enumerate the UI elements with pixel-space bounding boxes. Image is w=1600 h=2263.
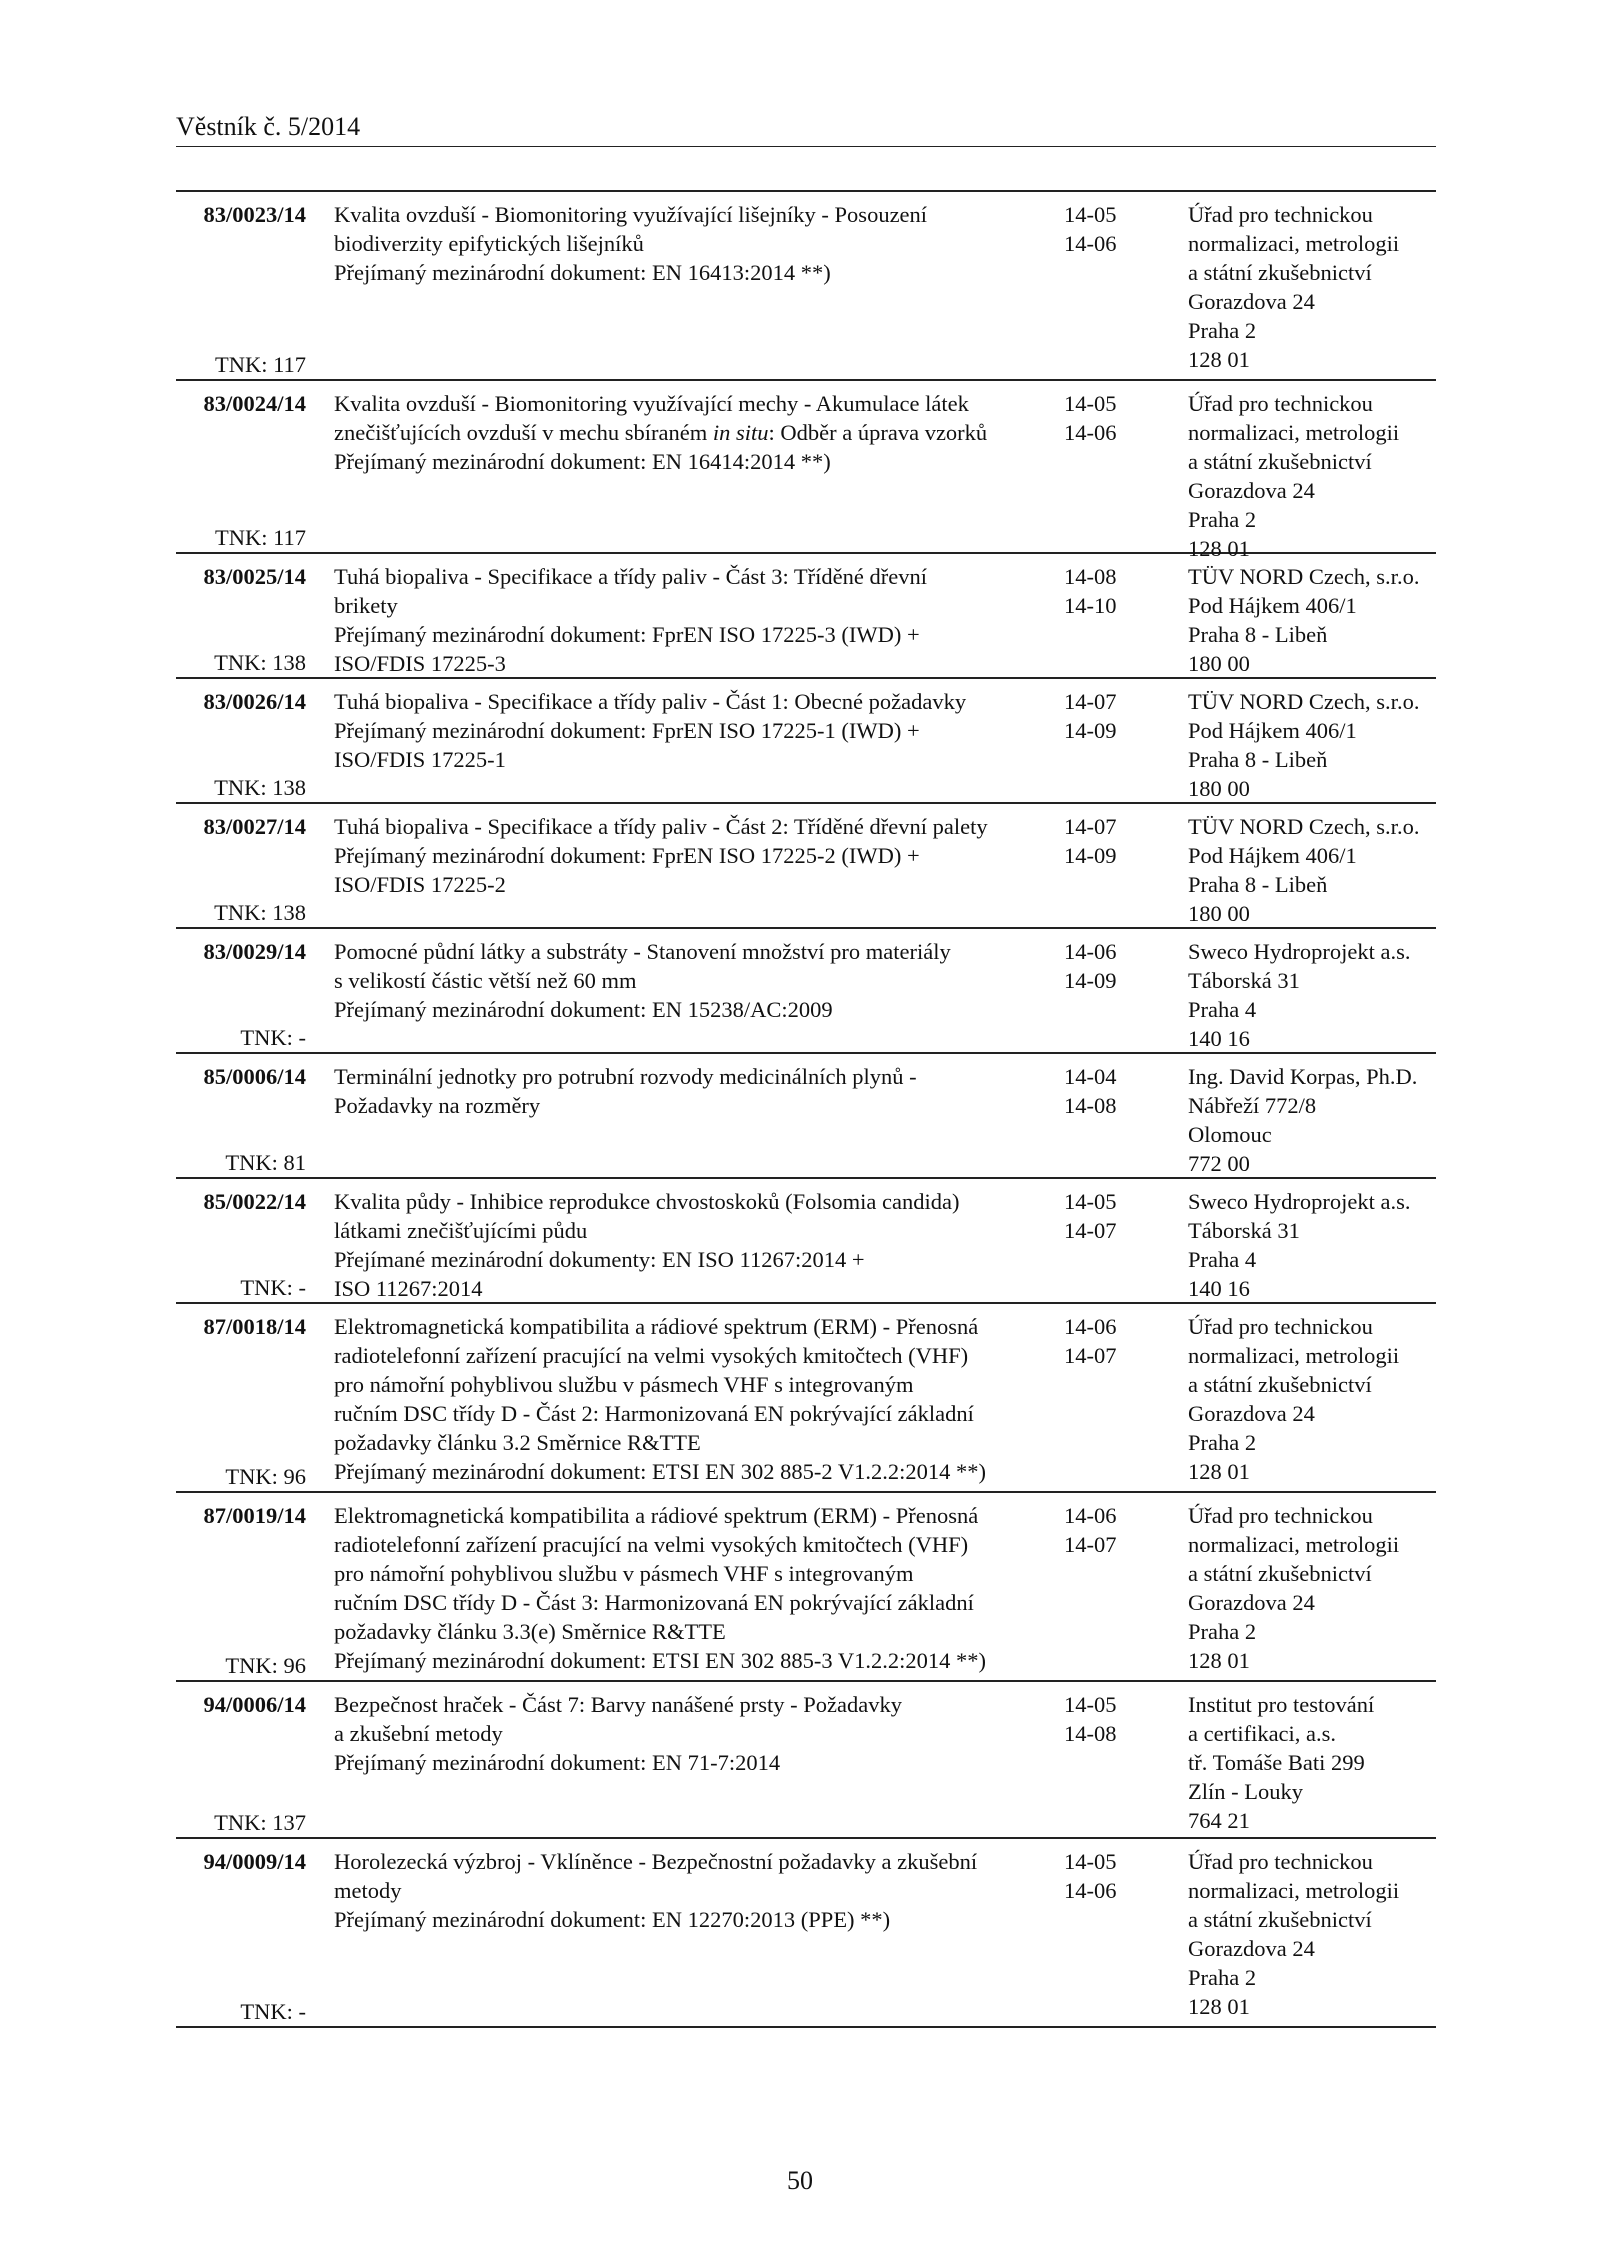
page-number: 50 <box>787 2166 813 2195</box>
standard-code: 83/0029/14 <box>203 939 306 964</box>
address-line: 180 00 <box>1188 651 1250 676</box>
date-line: 14-07 <box>1064 689 1117 714</box>
standard-title-line: Přejímaný mezinárodní dokument: FprEN ISO 17225-2 (IWD) + <box>334 843 920 868</box>
date-line: 14-06 <box>1064 1878 1117 1903</box>
tnk-number: TNK: 96 <box>225 1653 306 1678</box>
standard-title-line: metody <box>334 1878 402 1903</box>
dates-cell <box>1064 389 1164 447</box>
date-line: 14-04 <box>1064 1064 1117 1089</box>
address-line: 140 16 <box>1188 1276 1250 1301</box>
address-line: a státní zkušebnictví <box>1188 1907 1372 1932</box>
address-line: 128 01 <box>1188 347 1250 372</box>
address-line: 128 01 <box>1188 1994 1250 2019</box>
standard-title-line: ISO 11267:2014 <box>334 1276 483 1301</box>
standard-title <box>334 389 1034 476</box>
dates-cell <box>1064 687 1164 745</box>
standard-title-line: Kvalita ovzduší - Biomonitoring využívající mechy - Akumulace látek <box>334 391 969 416</box>
standard-title-line: Tuhá biopaliva - Specifikace a třídy paliv - Část 3: Tříděné dřevní <box>334 564 927 589</box>
dates-cell <box>1064 1187 1164 1245</box>
dates-cell <box>1064 812 1164 870</box>
standard-title-line: Přejímaný mezinárodní dokument: ETSI EN 302 885-3 V1.2.2:2014 **) <box>334 1648 986 1673</box>
address-line: normalizaci, metrologii <box>1188 1878 1400 1903</box>
table-row <box>176 1839 1436 2028</box>
address-line: Praha 2 <box>1188 1619 1257 1644</box>
address-line: Pod Hájkem 406/1 <box>1188 843 1357 868</box>
address-line: Praha 4 <box>1188 1247 1257 1272</box>
date-line: 14-06 <box>1064 1503 1117 1528</box>
address-line: Praha 8 - Libeň <box>1188 622 1328 647</box>
address-line: Sweco Hydroprojekt a.s. <box>1188 1189 1411 1214</box>
date-line: 14-10 <box>1064 593 1117 618</box>
address-line: TÜV NORD Czech, s.r.o. <box>1188 564 1420 589</box>
standard-code: 83/0027/14 <box>203 814 306 839</box>
address-line: a státní zkušebnictví <box>1188 1561 1372 1586</box>
address-line: 128 01 <box>1188 1459 1250 1484</box>
dates-cell <box>1064 562 1164 620</box>
standard-code: 94/0006/14 <box>203 1692 306 1717</box>
standard-title-line: pro námořní pohyblivou službu v pásmech VHF s integrovaným <box>334 1561 914 1586</box>
standard-title <box>334 812 1034 899</box>
standard-code: 83/0023/14 <box>203 202 306 227</box>
address-line: Úřad pro technickou <box>1188 1503 1373 1528</box>
address-line: Úřad pro technickou <box>1188 1849 1373 1874</box>
dates-cell <box>1064 1312 1164 1370</box>
standard-title <box>334 1062 1034 1120</box>
address-line: normalizaci, metrologii <box>1188 1532 1400 1557</box>
tnk-number: TNK: 117 <box>214 352 306 377</box>
date-line: 14-05 <box>1064 391 1117 416</box>
standard-title-line: Horolezecká výzbroj - Vklíněnce - Bezpečnostní požadavky a zkušební <box>334 1849 978 1874</box>
dates-cell <box>1064 1847 1164 1905</box>
standard-title-line: ručním DSC třídy D - Část 2: Harmonizovaná EN pokrývající základní <box>334 1401 974 1426</box>
standard-title-line: Terminální jednotky pro potrubní rozvody medicinálních plynů - <box>334 1064 917 1089</box>
date-line: 14-09 <box>1064 968 1117 993</box>
address-line: Ing. David Korpas, Ph.D. <box>1188 1064 1418 1089</box>
standard-title-line: Přejímaný mezinárodní dokument: FprEN ISO 17225-1 (IWD) + <box>334 718 920 743</box>
address-line: 180 00 <box>1188 776 1250 801</box>
address-line: Gorazdova 24 <box>1188 478 1315 503</box>
address-line: Praha 2 <box>1188 1430 1257 1455</box>
standard-code: 83/0025/14 <box>203 564 306 589</box>
standard-title-line: Přejímaný mezinárodní dokument: ETSI EN 302 885-2 V1.2.2:2014 **) <box>334 1459 986 1484</box>
standard-title-line: pro námořní pohyblivou službu v pásmech VHF s integrovaným <box>334 1372 914 1397</box>
standard-title-line: Požadavky na rozměry <box>334 1093 541 1118</box>
standard-title-line: Přejímaný mezinárodní dokument: EN 71-7:2014 <box>334 1750 781 1775</box>
processor-address <box>1188 562 1438 678</box>
standard-title <box>334 937 1034 1024</box>
standard-title <box>334 1312 1034 1486</box>
address-line: a státní zkušebnictví <box>1188 260 1372 285</box>
address-line: 128 01 <box>1188 536 1250 561</box>
address-line: Gorazdova 24 <box>1188 1936 1315 1961</box>
processor-address <box>1188 389 1438 563</box>
tnk-number: TNK: 117 <box>214 525 306 550</box>
dates-cell <box>1064 1062 1164 1120</box>
standard-title-line: brikety <box>334 593 398 618</box>
standard-code: 83/0026/14 <box>203 689 306 714</box>
standard-title-line: Kvalita ovzduší - Biomonitoring využívající lišejníky - Posouzení <box>334 202 928 227</box>
table-row <box>176 1304 1436 1493</box>
date-line: 14-07 <box>1064 814 1117 839</box>
processor-address <box>1188 1187 1438 1303</box>
standard-title <box>334 200 1034 287</box>
address-line: 128 01 <box>1188 1648 1250 1673</box>
table-row <box>176 1493 1436 1682</box>
standard-title <box>334 1187 1034 1303</box>
standard-code: 85/0022/14 <box>203 1189 306 1214</box>
standard-title-line: Bezpečnost hraček - Část 7: Barvy nanášené prsty - Požadavky <box>334 1692 902 1717</box>
standard-code: 87/0019/14 <box>203 1503 306 1528</box>
standard-title-line: ISO/FDIS 17225-2 <box>334 872 506 897</box>
table-row <box>176 804 1436 929</box>
address-line: 140 16 <box>1188 1026 1250 1051</box>
standard-title <box>334 1501 1034 1675</box>
standard-title <box>334 1690 1034 1777</box>
table-row <box>176 1682 1436 1839</box>
address-line: a státní zkušebnictví <box>1188 1372 1372 1397</box>
processor-address <box>1188 200 1438 374</box>
processor-address <box>1188 1847 1438 2021</box>
date-line: 14-07 <box>1064 1343 1117 1368</box>
address-line: Zlín - Louky <box>1188 1779 1303 1804</box>
standard-title-line: Tuhá biopaliva - Specifikace a třídy paliv - Část 1: Obecné požadavky <box>334 689 967 714</box>
standard-title-line: Přejímané mezinárodní dokumenty: EN ISO 11267:2014 + <box>334 1247 865 1272</box>
tnk-number: TNK: - <box>240 1025 306 1050</box>
address-line: Pod Hájkem 406/1 <box>1188 718 1357 743</box>
dates-cell <box>1064 1690 1164 1748</box>
standard-title-line: ISO/FDIS 17225-1 <box>334 747 506 772</box>
standard-title <box>334 687 1034 774</box>
date-line: 14-06 <box>1064 1314 1117 1339</box>
address-line: Institut pro testování <box>1188 1692 1375 1717</box>
address-line: Nábřeží 772/8 <box>1188 1093 1317 1118</box>
address-line: Úřad pro technickou <box>1188 391 1373 416</box>
address-line: Sweco Hydroprojekt a.s. <box>1188 939 1411 964</box>
dates-cell <box>1064 200 1164 258</box>
date-line: 14-07 <box>1064 1218 1117 1243</box>
date-line: 14-05 <box>1064 1692 1117 1717</box>
address-line: Praha 8 - Libeň <box>1188 872 1328 897</box>
address-line: Praha 2 <box>1188 1965 1257 1990</box>
dates-cell <box>1064 937 1164 995</box>
journal-title: Věstník č. 5/2014 <box>176 112 361 141</box>
address-line: Praha 4 <box>1188 997 1257 1022</box>
standard-title <box>334 1847 1034 1934</box>
page-header <box>176 112 1436 142</box>
standard-title-line: radiotelefonní zařízení pracující na velmi vysokých kmitočtech (VHF) <box>334 1343 969 1368</box>
address-line: Praha 2 <box>1188 318 1257 343</box>
date-line: 14-06 <box>1064 231 1117 256</box>
dates-cell <box>1064 1501 1164 1559</box>
address-line: Praha 2 <box>1188 507 1257 532</box>
standard-title-line: a zkušební metody <box>334 1721 503 1746</box>
standard-title-line: s velikostí částic větší než 60 mm <box>334 968 637 993</box>
standard-title-line: Pomocné půdní látky a substráty - Stanovení množství pro materiály <box>334 939 951 964</box>
standard-title-line: ručním DSC třídy D - Část 3: Harmonizovaná EN pokrývající základní <box>334 1590 974 1615</box>
processor-address <box>1188 937 1438 1053</box>
standard-title-line: znečišťujících ovzduší v mechu sbíraném in situ: Odběr a úprava vzorků <box>334 420 988 445</box>
table-row <box>176 929 1436 1054</box>
processor-address <box>1188 1501 1438 1675</box>
standard-code: 83/0024/14 <box>203 391 306 416</box>
standard-title-line: radiotelefonní zařízení pracující na velmi vysokých kmitočtech (VHF) <box>334 1532 969 1557</box>
tnk-number: TNK: 81 <box>225 1150 306 1175</box>
address-line: Gorazdova 24 <box>1188 1590 1315 1615</box>
address-line: TÜV NORD Czech, s.r.o. <box>1188 814 1420 839</box>
processor-address <box>1188 1062 1438 1178</box>
processor-address <box>1188 1312 1438 1486</box>
processor-address <box>1188 812 1438 928</box>
address-line: 772 00 <box>1188 1151 1250 1176</box>
standard-code: 85/0006/14 <box>203 1064 306 1089</box>
date-line: 14-07 <box>1064 1532 1117 1557</box>
address-line: 180 00 <box>1188 901 1250 926</box>
table-row <box>176 554 1436 679</box>
table-row <box>176 381 1436 561</box>
address-line: normalizaci, metrologii <box>1188 420 1400 445</box>
standard-title-line: Elektromagnetická kompatibilita a rádiové spektrum (ERM) - Přenosná <box>334 1503 979 1528</box>
address-line: a státní zkušebnictví <box>1188 449 1372 474</box>
standard-title-line: Elektromagnetická kompatibilita a rádiové spektrum (ERM) - Přenosná <box>334 1314 979 1339</box>
address-line: Táborská 31 <box>1188 968 1300 993</box>
date-line: 14-08 <box>1064 1093 1117 1118</box>
date-line: 14-05 <box>1064 202 1117 227</box>
address-line: Gorazdova 24 <box>1188 1401 1315 1426</box>
table-row <box>176 1054 1436 1179</box>
address-line: normalizaci, metrologii <box>1188 231 1400 256</box>
table-row <box>176 1179 1436 1304</box>
address-line: Táborská 31 <box>1188 1218 1300 1243</box>
address-line: Úřad pro technickou <box>1188 202 1373 227</box>
tnk-number: TNK: - <box>240 1999 306 2024</box>
address-line: 764 21 <box>1188 1808 1250 1833</box>
processor-address <box>1188 1690 1438 1835</box>
standard-title-line: Přejímaný mezinárodní dokument: EN 16414:2014 **) <box>334 449 831 474</box>
table-row <box>176 679 1436 804</box>
standard-code: 87/0018/14 <box>203 1314 306 1339</box>
date-line: 14-08 <box>1064 1721 1117 1746</box>
date-line: 14-06 <box>1064 420 1117 445</box>
table-row <box>176 192 1436 381</box>
address-line: Pod Hájkem 406/1 <box>1188 593 1357 618</box>
date-line: 14-08 <box>1064 564 1117 589</box>
date-line: 14-05 <box>1064 1189 1117 1214</box>
standard-title-line: požadavky článku 3.2 Směrnice R&TTE <box>334 1430 701 1455</box>
address-line: Gorazdova 24 <box>1188 289 1315 314</box>
standard-title-line: Přejímaný mezinárodní dokument: EN 12270:2013 (PPE) **) <box>334 1907 891 1932</box>
processor-address <box>1188 687 1438 803</box>
standard-code: 94/0009/14 <box>203 1849 306 1874</box>
standard-title-line: ISO/FDIS 17225-3 <box>334 651 506 676</box>
address-line: Praha 8 - Libeň <box>1188 747 1328 772</box>
tnk-number: TNK: - <box>240 1275 306 1300</box>
date-line: 14-09 <box>1064 843 1117 868</box>
date-line: 14-05 <box>1064 1849 1117 1874</box>
standard-title-line: Kvalita půdy - Inhibice reprodukce chvostoskoků (Folsomia candida) <box>334 1189 960 1214</box>
header-divider <box>176 146 1436 147</box>
tnk-number: TNK: 138 <box>214 775 306 800</box>
standard-title-line: požadavky článku 3.3(e) Směrnice R&TTE <box>334 1619 726 1644</box>
address-line: Úřad pro technickou <box>1188 1314 1373 1339</box>
tnk-number: TNK: 138 <box>214 900 306 925</box>
address-line: normalizaci, metrologii <box>1188 1343 1400 1368</box>
address-line: TÜV NORD Czech, s.r.o. <box>1188 689 1420 714</box>
address-line: a certifikaci, a.s. <box>1188 1721 1337 1746</box>
standard-title-line: Přejímaný mezinárodní dokument: FprEN ISO 17225-3 (IWD) + <box>334 622 920 647</box>
tnk-number: TNK: 96 <box>225 1464 306 1489</box>
standard-title-line: Přejímaný mezinárodní dokument: EN 16413:2014 **) <box>334 260 831 285</box>
standard-title-line: Tuhá biopaliva - Specifikace a třídy paliv - Část 2: Tříděné dřevní palety <box>334 814 988 839</box>
date-line: 14-09 <box>1064 718 1117 743</box>
address-line: tř. Tomáše Bati 299 <box>1188 1750 1365 1775</box>
standard-title-line: biodiverzity epifytických lišejníků <box>334 231 644 256</box>
tnk-number: TNK: 137 <box>214 1810 306 1835</box>
standard-title-line: Přejímaný mezinárodní dokument: EN 15238/AC:2009 <box>334 997 833 1022</box>
date-line: 14-06 <box>1064 939 1117 964</box>
standard-title <box>334 562 1034 678</box>
standard-title-line: látkami znečišťujícími půdu <box>334 1218 588 1243</box>
tnk-number: TNK: 138 <box>214 650 306 675</box>
address-line: Olomouc <box>1188 1122 1272 1147</box>
standards-table <box>176 190 1436 2028</box>
